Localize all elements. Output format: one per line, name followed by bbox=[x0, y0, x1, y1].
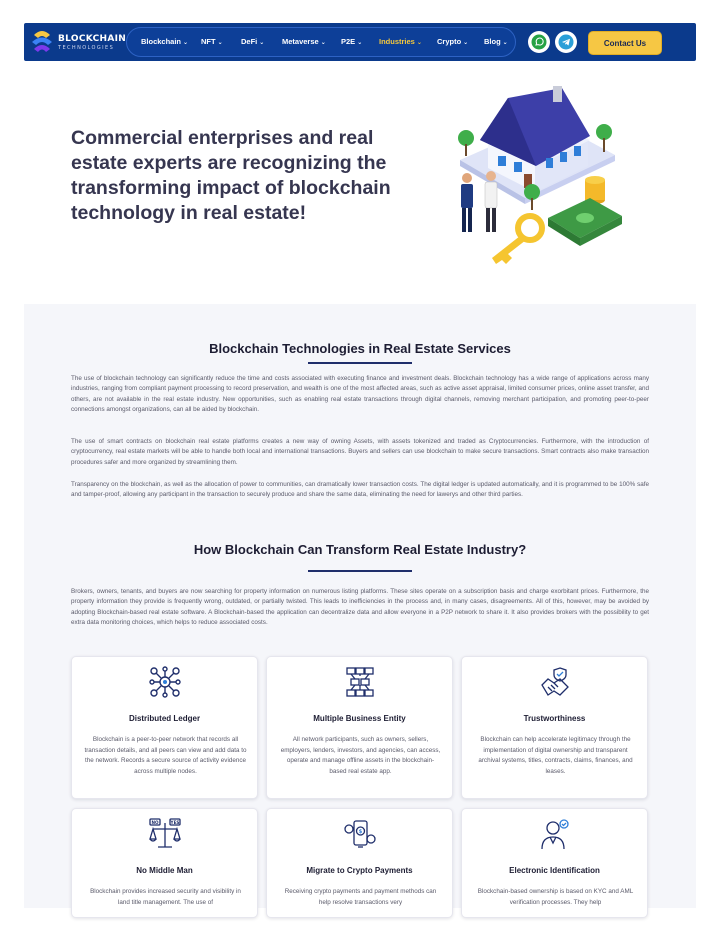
telegram-icon bbox=[558, 34, 574, 50]
chevron-down-icon: ⌄ bbox=[502, 40, 508, 46]
card-text: Blockchain is a peer-to-peer network that records all transaction details, and all peers can view and add data to the network. Records a secure source of activity evidence across multiple nodes. bbox=[84, 736, 247, 775]
services-paragraph-1: The use of blockchain technology can significantly reduce the time and costs associated with executing finance and investment deals. Blockchain technology has a wide range of applications across many industries, ranging from compliant payment processing to record preservation, and wealth is one of the most affected areas, such as active asset appraisal, limited consumer prices, online asset transfer, and others, are not available in the real estate industry. New opportunities, such as enabling real estate transactions through digital channels, removing merchant participation, and promoting peer-to-peer connections amongst organizations, can all be aided by blockchain. bbox=[71, 375, 649, 414]
feature-card-distributed-ledger bbox=[71, 656, 258, 799]
real-estate-illustration bbox=[440, 80, 640, 270]
brand-logo-icon bbox=[30, 29, 54, 55]
card-text: Receiving crypto payments and payment methods can help resolve transactions very bbox=[284, 888, 437, 906]
chevron-down-icon: ⌄ bbox=[416, 40, 422, 46]
nav-item-metaverse[interactable]: Metaverse ⌄ bbox=[282, 37, 326, 46]
nav-item-crypto[interactable]: Crypto ⌄ bbox=[437, 37, 469, 46]
brand-logo[interactable] bbox=[30, 28, 130, 56]
card-text: Blockchain-based ownership is based on KYC and AML verification processes. They help bbox=[477, 888, 634, 906]
feature-card-trustworthiness bbox=[461, 656, 648, 799]
card-text: All network participants, such as owners, sellers, employers, lenders, investors, and agencies, can access, operate and manage offline assets in the blockchain-based real estate app. bbox=[280, 736, 441, 775]
contact-us-button[interactable]: Contact Us bbox=[588, 31, 662, 55]
card-title: No Middle Man bbox=[136, 866, 193, 875]
crypto-payment-icon bbox=[343, 817, 377, 851]
feature-card-no-middle-man bbox=[71, 808, 258, 918]
nav-item-industries[interactable]: Industries ⌄ bbox=[379, 37, 422, 46]
card-title: Distributed Ledger bbox=[128, 714, 201, 723]
chevron-down-icon: ⌄ bbox=[217, 40, 223, 46]
brand-sub: TECHNOLOGIES bbox=[58, 45, 115, 51]
services-paragraph-2: The use of smart contracts on blockchain real estate platforms creates a new way of owning Assets, with assets tokenized and traded as Cryptocurrencies. Furthermore, with the introduction of cryptocurrency, real estate markets will be able to handle both local and international transactions. Buyers and sellers can use blockchain to make secure transactions. Smart contracts also make transaction procedures safer and more organized by streamlining them. bbox=[71, 438, 649, 466]
scale-label-no: NO bbox=[151, 820, 159, 825]
telegram-button[interactable] bbox=[555, 31, 577, 53]
network-icon bbox=[148, 665, 182, 699]
nav-item-blockchain[interactable]: Blockchain ⌄ bbox=[141, 37, 189, 46]
chevron-down-icon: ⌄ bbox=[463, 40, 469, 46]
main-menu bbox=[126, 27, 516, 57]
feature-card-crypto-payments bbox=[266, 808, 453, 918]
feature-card-multiple-business-entity bbox=[266, 656, 453, 799]
chevron-down-icon: ⌄ bbox=[183, 40, 189, 46]
nav-item-p2e[interactable]: P2E ⌄ bbox=[341, 37, 363, 46]
hierarchy-icon bbox=[343, 665, 377, 699]
scale-icon bbox=[148, 817, 182, 851]
card-text: Blockchain can help accelerate legitimacy through the implementation of digital ownership and transparent archival systems, titles, contracts, claims, finances, and leases. bbox=[478, 736, 633, 775]
chevron-down-icon: ⌄ bbox=[357, 40, 363, 46]
nav-item-blog[interactable]: Blog ⌄ bbox=[484, 37, 508, 46]
handshake-shield-icon bbox=[538, 665, 572, 699]
card-title: Trustworthiness bbox=[523, 714, 586, 723]
transform-paragraph: Brokers, owners, tenants, and buyers are now searching for property information on numerous listing platforms. These sites operate on a subscription basis and charge exorbitant prices. Furthermore, the property information they provide is frequently wrong, outdated, or partially twisted. This leads to inefficiencies in the process and, in many cases, disagreements. All of this, however, may be avoided by adopting Blockchain-based real estate software. A Blockchain-based the application can decentralize data and allow everyone in a P2P network to share it. It also provides brokers with the possibility to get extra data monitoring choices, which helps to reduce associated costs. bbox=[71, 588, 649, 627]
card-title: Multiple Business Entity bbox=[313, 714, 406, 723]
services-title-underline bbox=[308, 362, 412, 364]
id-person-icon bbox=[538, 817, 572, 851]
whatsapp-button[interactable] bbox=[528, 31, 550, 53]
whatsapp-icon bbox=[531, 34, 547, 50]
transform-title-underline bbox=[308, 570, 412, 572]
top-navbar bbox=[24, 23, 696, 61]
svg-text:$: $ bbox=[358, 829, 363, 835]
chevron-down-icon: ⌄ bbox=[259, 40, 265, 46]
hero-title: Commercial enterprises and real estate experts are recognizing the transforming impact of blockchain technology in real estate! bbox=[71, 127, 391, 224]
services-title: Blockchain Technologies in Real Estate Services bbox=[209, 341, 511, 356]
card-text: Blockchain provides increased security and visibility in land title management. The use of bbox=[90, 888, 241, 906]
card-title: Migrate to Crypto Payments bbox=[306, 866, 413, 875]
feature-card-electronic-identification bbox=[461, 808, 648, 918]
nav-item-nft[interactable]: NFT ⌄ bbox=[201, 37, 223, 46]
nav-item-defi[interactable]: DeFi ⌄ bbox=[241, 37, 265, 46]
scale-label-yes: YES bbox=[170, 820, 180, 825]
services-paragraph-3: Transparency on the blockchain, as well as the allocation of power to communities, can dramatically lower transaction costs. The digital ledger is updated automatically, and it is programmed to be 100% safe and tamper-proof, allowing any participant in the transaction to securely produce and share the same data, eliminating the need for lawerys and other third parties. bbox=[71, 481, 649, 499]
card-title: Electronic Identification bbox=[509, 866, 600, 875]
brand-name: BLOCKCHAIN bbox=[58, 34, 127, 44]
chevron-down-icon: ⌄ bbox=[320, 40, 326, 46]
transform-title: How Blockchain Can Transform Real Estate Industry? bbox=[193, 542, 527, 557]
